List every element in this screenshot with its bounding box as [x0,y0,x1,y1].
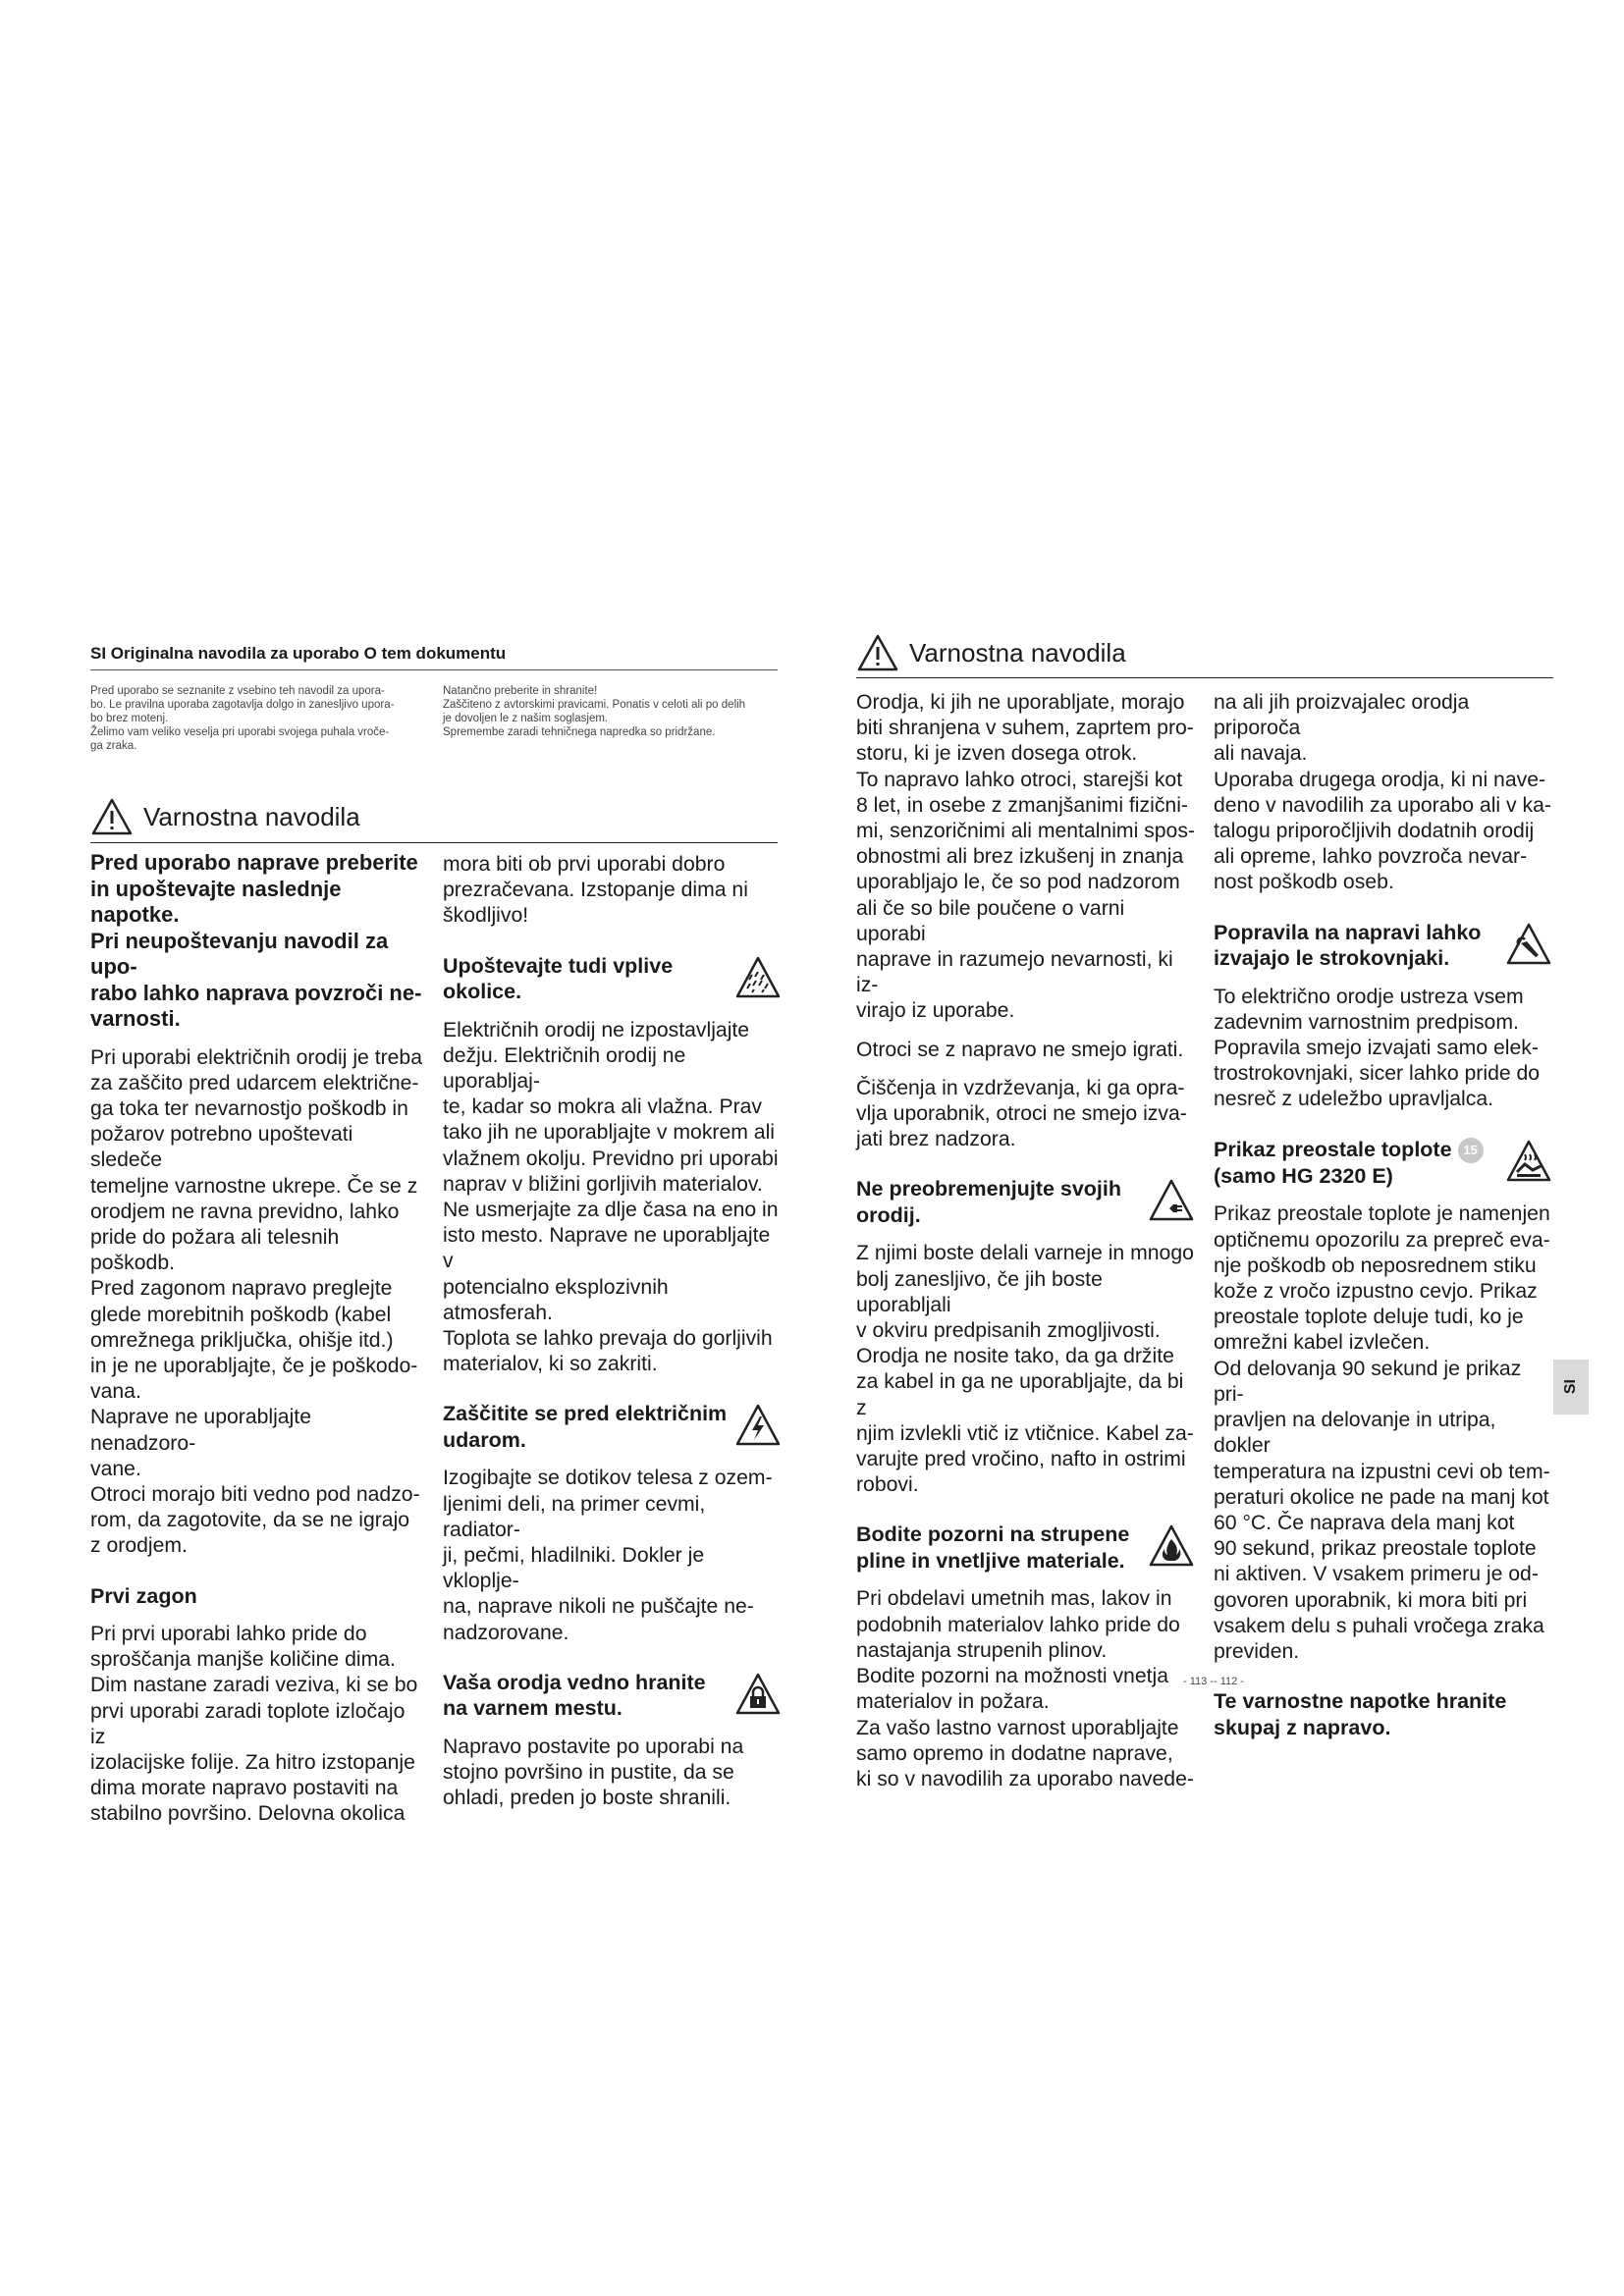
text-line: nje poškodb ob neposrednem stiku [1214,1254,1537,1277]
heading-udarom [443,1401,782,1453]
text-line: ga toka ter nevarnostjo poškodb in [90,1096,408,1120]
intro-line: Pred uporabo naprave preberite [90,850,418,875]
rain-warning-icon [734,955,782,1000]
text-line: To električno orodje ustreza vsem [1214,985,1524,1008]
text-line: za zaščito pred udarcem električne- [90,1071,419,1095]
text-line: te, kadar so mokra ali vlažna. Prav [443,1095,763,1119]
text-line: govoren uporabnik, ki mora biti pri [1214,1588,1528,1612]
heading-line: Upoštevajte tudi vplive [443,953,674,978]
text-line: virajo iz uporabe. [856,999,1015,1023]
text-line: Prikaz preostale toplote je namenjen [1214,1202,1550,1226]
heading-line: Popravila na napravi lahko [1214,920,1482,944]
text-line: nesreč z udeležbo upravljalca. [1214,1088,1494,1111]
right-column-2 [1214,690,1552,1740]
heading-popravila [1214,920,1552,972]
text-line: Napravo postavite po uporabi na [443,1735,744,1758]
heading-text: Prikaz preostale toplote [1214,1137,1452,1161]
text-line: Čiščenja in vzdrževanja, ki ga opra- [856,1076,1185,1099]
text-line: vane. [90,1457,141,1480]
text-line: ohladi, preden jo boste shranili. [443,1787,731,1810]
text-line: uporabljajo le, če so pod nadzorom [856,871,1180,894]
text-line: omrežnega priključka, ohišje itd.) [90,1328,394,1352]
heading-line: na varnem mestu. [443,1696,623,1721]
text-line: ga zraka. [90,740,137,752]
text-line: ki so v navodilih za uporabo navede- [856,1767,1194,1790]
right-column-1 [856,690,1195,1792]
text-line: tako jih ne uporabljajte v mokrem ali [443,1121,775,1145]
heading-prikaz [1214,1137,1552,1190]
text-line: na ali jih proizvajalec orodja priporoča [1214,691,1470,740]
text-line: Pri uporabi električnih orodij je treba [90,1045,422,1069]
text-line: prezračevana. Izstopanje dima ni [443,879,748,902]
heading-okolice [443,953,782,1005]
text-line: Izogibajte se dotikov telesa z ozem- [443,1467,773,1490]
text-line: ali opreme, lahko povzroča nevar- [1214,845,1528,869]
intro-line: in upoštevajte naslednje napotke. [90,876,342,927]
language-side-tab [1553,1360,1589,1415]
text-line: glede morebitnih poškodb (kabel [90,1303,392,1326]
text-line: dežju. Električnih orodij ne uporabljaj- [443,1043,686,1094]
text-line: obnostmi ali brez izkušenj in znanja [856,845,1184,869]
text-line: preostale toplote deluje tudi, ko je [1214,1306,1524,1329]
text-line: Ne usmerjajte za dlje časa na eno in [443,1199,779,1222]
text-line: rom, da zagotovite, da se ne igrajo [90,1509,410,1532]
text-line: Želimo vam veliko veselja pri uporabi svojega puhala vroče- [90,726,390,738]
text-line: deno v navodilih za uporabo ali v ka- [1214,793,1551,817]
text-line: To napravo lahko otroci, starejši kot [856,768,1183,791]
text-line: naprav v bližini gorljivih materialov. [443,1172,763,1196]
heading-pline [856,1522,1195,1574]
text-line: ji, pečmi, hladilniki. Dokler je vklopljе- [443,1544,705,1593]
left-column-1 [90,850,422,1828]
intro-line: Pri neupoštevanju navodil za upo- [90,928,389,979]
text-line: temperatura na izpustni cevi ob tem- [1214,1460,1550,1483]
text-line: Z njimi boste delali varneje in mnogo [856,1242,1194,1265]
text-line: z orodjem. [90,1534,188,1558]
heading-line: okolice. [443,980,522,1004]
text-line: varujte pred vročino, nafto in ostrimi [856,1448,1186,1471]
text-line: nastajanja strupenih plinov. [856,1638,1108,1662]
heading-line: orodij. [856,1202,921,1227]
text-line: Orodja ne nosite tako, da ga držite [856,1345,1174,1368]
text-line: jati brez nadzora. [856,1128,1016,1151]
text-line: ali navaja. [1214,742,1308,766]
plug-warning-icon [1148,1178,1195,1223]
text-line: Pri prvi uporabi lahko pride do [90,1623,367,1646]
text-line: storu, ki je izven dosega otrok. [856,742,1138,766]
text-line: bo brez motenj. [90,713,169,724]
text-line: ljenimi deli, na primer cevmi, radiator- [443,1492,706,1541]
text-line: naprave in razumejo nevarnosti, ki iz- [856,948,1173,997]
side-tab-label: SI [1562,1379,1579,1395]
text-line: ali če so bile poučene o varni uporabi [856,896,1125,945]
heading-line: izvajajo le strokovnjaki. [1214,946,1450,971]
text-line: mi, senzoričnimi ali mentalnimi spos- [856,820,1195,843]
text-line: za kabel in ga ne uporabljajte, da bi z [856,1370,1184,1419]
left-page-header: SI Originalna navodila za uporabo O tem dokumentu [90,644,507,663]
text-line: pravljen na delovanje in utripa, dokler [1214,1409,1496,1458]
heading-line: udarom. [443,1427,526,1452]
text-line: prvi uporabi zaradi toplote izločajo iz [90,1699,406,1748]
repair-tool-icon [1505,922,1552,967]
text-line: je dovoljen le z našim soglasjem. [443,713,609,724]
text-line: Pred zagonom napravo preglejte [90,1277,393,1301]
text-line: požarov potrebno upoštevati sledeče [90,1123,353,1172]
text-line: Pri obdelavi umetnih mas, lakov in [856,1587,1172,1611]
text-line: v okviru predpisanih zmogljivosti. [856,1319,1161,1343]
text-line: stabilno površino. Delovna okolica [90,1802,406,1826]
text-line: Natančno preberite in shranite! [443,685,598,697]
text-line: sproščanja manjše količine dima. [90,1648,396,1672]
intro-line: varnosti. [90,1006,181,1031]
text-line: omrežni kabel izvlečen. [1214,1331,1431,1355]
text-line: Pred uporabo se seznanite z vsebino teh navodil za upora- [90,685,385,697]
left-section-title [90,797,360,836]
heading-prvi-zagon: Prvi zagon [90,1583,197,1608]
section-rule [90,842,778,843]
text-line: 8 let, in osebe z zmanjšanimi fizični- [856,793,1188,817]
heading-line: (samo HG 2320 E) [1214,1163,1393,1188]
text-line: Za vašo lastno varnost uporabljajte [856,1716,1179,1739]
heading-line: pline in vnetljive materiale. [856,1548,1125,1573]
text-line: previden. [1214,1639,1300,1663]
hot-surface-icon [1505,1139,1552,1184]
heading-line: Bodite pozorni na strupene [856,1522,1130,1547]
text-line: bo. Le pravilna uporaba zagotavlja dolgo in zanesljivo upora- [90,699,395,711]
section-rule [856,677,1553,678]
text-line: Toplota se lahko prevaja do gorljivih [443,1327,773,1351]
warning-triangle-icon [856,633,899,672]
text-line: peraturi okolice ne pade na manj kot [1214,1485,1549,1509]
doc-intro-right [443,684,796,739]
text-line: njim izvlekli vtič iz vtičnice. Kabel za- [856,1421,1194,1445]
text-line: na, naprave nikoli ne puščajte ne- [443,1595,754,1619]
text-line: isto mesto. Naprave ne uporabljajte v [443,1224,771,1273]
page-numbers: - 113 -- 112 - [1183,1676,1244,1687]
text-line: Otroci morajo biti vedno pod nadzo- [90,1482,420,1506]
text-line: samo opremo in dodatne naprave, [856,1741,1173,1765]
section-title-text: Varnostna navodila [909,637,1126,667]
text-line: temeljne varnostne ukrepe. Če se z [90,1174,418,1198]
electric-shock-icon [734,1403,782,1448]
text-line: Bodite pozorni na možnosti vnetja [856,1665,1168,1688]
figure-number-badge: 15 [1458,1138,1484,1163]
text-line: talogu priporočljivih dodatnih orodij [1214,820,1535,843]
right-section-title [856,633,1126,672]
text-line: Spremembe zaradi tehničnega napredka so pridržane. [443,726,716,738]
heading-line: skupaj z napravo. [1214,1715,1391,1739]
doc-intro-left [90,684,424,753]
text-line: robovi. [856,1473,919,1497]
text-line: Električnih orodij ne izpostavljajte [443,1018,750,1041]
intro-line: rabo lahko naprava povzroči ne- [90,980,422,1005]
text-line: Uporaba drugega orodja, ki ni nave- [1214,768,1546,791]
text-line: ni aktiven. V vsakem primeru je od- [1214,1563,1539,1586]
text-line: Zaščiteno z avtorskimi pravicami. Ponatis v celoti ali po delih [443,699,746,711]
text-line: potencialno eksplozivnih atmosferah. [443,1275,669,1324]
text-line: biti shranjena v suhem, zaprtem pro- [856,717,1194,740]
heading-line: Zaščitite se pred električnim [443,1402,728,1426]
left-column-2 [443,852,782,1811]
text-line: kože z vročo izpustno cevjo. Prikaz [1214,1280,1538,1304]
heading-preobremenjujte [856,1176,1195,1228]
text-line: optičnemu opozorilu za prepreč eva- [1214,1228,1550,1252]
text-line: pride do požara ali telesnih poškodb. [90,1225,340,1275]
text-line: vsakem delu s puhali vročega zraka [1214,1614,1544,1637]
text-line: podobnih materialov lahko pride do [856,1613,1180,1636]
text-line: stojno površino in pustite, da se [443,1761,734,1785]
text-line: vana. [90,1380,141,1404]
text-line: trostrokovnjaki, sicer lahko pride do [1214,1062,1541,1086]
text-line: Dim nastane zaradi veziva, ki se bo [90,1674,418,1697]
heading-line: Ne preobremenjujte svojih [856,1177,1122,1201]
text-line: 60 °C. Če naprava dela manj kot [1214,1511,1515,1534]
text-line: nadzorovane. [443,1621,569,1644]
text-line: materialov in požara. [856,1690,1050,1714]
heading-line [1214,1137,1484,1163]
text-line: škodljivo! [443,904,529,928]
text-line: zadevnim varnostnim predpisom. [1214,1010,1519,1034]
text-line: materialov, ki so zakriti. [443,1353,658,1376]
flame-warning-icon [1148,1523,1195,1569]
text-line: Orodja, ki jih ne uporabljate, morajo [856,691,1185,714]
text-line: bolj zanesljivo, če jih boste uporabljali [856,1267,1103,1316]
text-line: mora biti ob prvi uporabi dobro [443,853,726,876]
text-line: Od delovanja 90 sekund je prikaz pri- [1214,1357,1522,1406]
heading-line: Te varnostne napotke hranite [1214,1689,1507,1714]
text-line: in je ne uporabljajte, če je poškodo- [90,1354,418,1377]
text-line: 90 sekund, prikaz preostale toplote [1214,1537,1537,1561]
header-rule [90,669,778,670]
heading-hranite [443,1670,782,1722]
section-title-text: Varnostna navodila [143,801,360,831]
text-line: vlažnem okolju. Previdno pri uporabi [443,1147,779,1170]
warning-triangle-icon [90,797,134,836]
text-line: dima morate napravo postaviti na [90,1777,399,1800]
text-line: Popravila smejo izvajati samo elek- [1214,1037,1539,1060]
text-line: izolacijske folije. Za hitro izstopanje [90,1751,415,1775]
text-line: Otroci se z napravo ne smejo igrati. [856,1038,1184,1061]
text-line: orodjem ne ravna previdno, lahko [90,1200,400,1223]
lock-warning-icon [734,1672,782,1717]
heading-line: Vaša orodja vedno hranite [443,1670,706,1694]
text-line: nost poškodb oseb. [1214,871,1394,894]
text-line: vlja uporabnik, otroci ne smejo izva- [856,1102,1187,1126]
text-line: Naprave ne uporabljajte nenadzoro- [90,1406,311,1455]
